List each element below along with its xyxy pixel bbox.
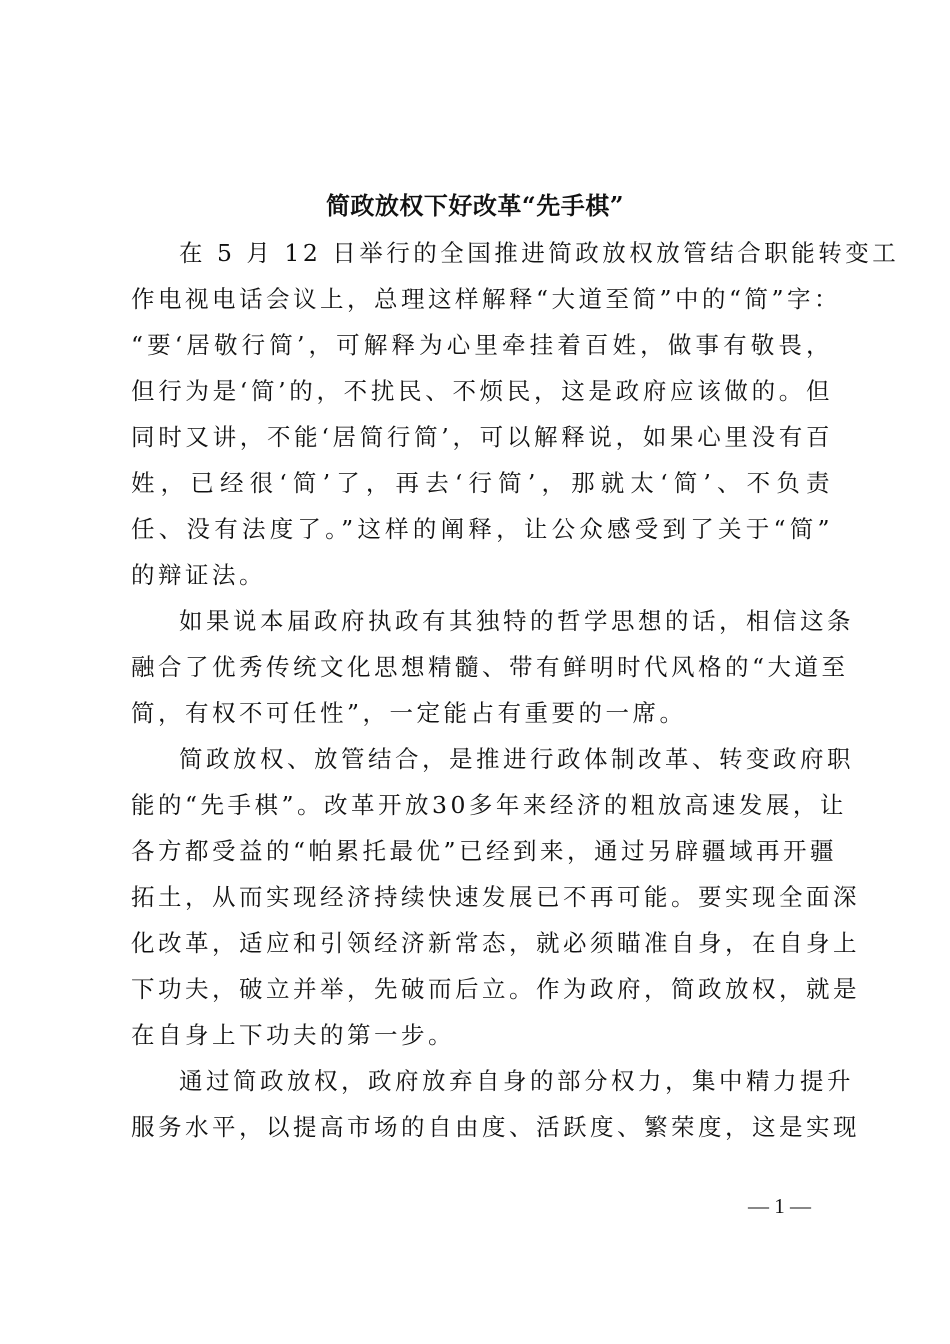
paragraph-2-line-1: 如果说本届政府执政有其独特的哲学思想的话，相信这条 [179, 607, 854, 635]
paragraph-3-line-5: 化改革，适应和引领经济新常态，就必须瞄准自身，在自身上 [131, 929, 860, 957]
paragraph-1-line-1: 在 5 月 12 日举行的全国推进简政放权放管结合职能转变工 [179, 239, 900, 267]
paragraph-2-line-2: 融合了优秀传统文化思想精髓、带有鲜明时代风格的“大道至 [131, 653, 849, 681]
paragraph-2-line-3: 简，有权不可任性”，一定能占有重要的一席。 [131, 699, 687, 727]
paragraph-3-line-4: 拓土，从而实现经济持续快速发展已不再可能。要实现全面深 [131, 883, 860, 911]
paragraph-3-line-1: 简政放权、放管结合，是推进行政体制改革、转变政府职 [179, 745, 854, 773]
paragraph-1-line-7: 任、没有法度了。”这样的阐释，让公众感受到了关于“简” [131, 515, 833, 543]
document-title: 简政放权下好改革“先手棋” [325, 191, 625, 220]
paragraph-1-line-6: 姓，已经很‘简’了，再去‘行简’，那就太‘简’、不负责 [131, 469, 833, 497]
paragraph-1-line-8: 的辩证法。 [131, 561, 266, 589]
paragraph-1-line-3: “要‘居敬行简’，可解释为心里牵挂着百姓，做事有敬畏， [131, 331, 833, 359]
paragraph-3-line-3: 各方都受益的“帕累托最优”已经到来，通过另辟疆域再开疆 [131, 837, 838, 865]
page-number: — 1 — [748, 1194, 811, 1218]
paragraph-4-line-1: 通过简政放权，政府放弃自身的部分权力，集中精力提升 [179, 1067, 854, 1095]
paragraph-3-line-6: 下功夫，破立并举，先破而后立。作为政府，简政放权，就是 [131, 975, 860, 1003]
paragraph-1-line-5: 同时又讲，不能‘居简行简’，可以解释说，如果心里没有百 [131, 423, 833, 451]
paragraph-1-line-2: 作电视电话会议上，总理这样解释“大道至简”中的“简”字： [131, 285, 842, 313]
paragraph-1-line-4: 但行为是‘简’的，不扰民、不烦民，这是政府应该做的。但 [131, 377, 833, 405]
paragraph-3-line-2: 能的“先手棋”。改革开放30多年来经济的粗放高速发展，让 [131, 791, 847, 819]
paragraph-4-line-2: 服务水平，以提高市场的自由度、活跃度、繁荣度，这是实现 [131, 1113, 860, 1141]
paragraph-3-line-7: 在自身上下功夫的第一步。 [131, 1021, 455, 1049]
